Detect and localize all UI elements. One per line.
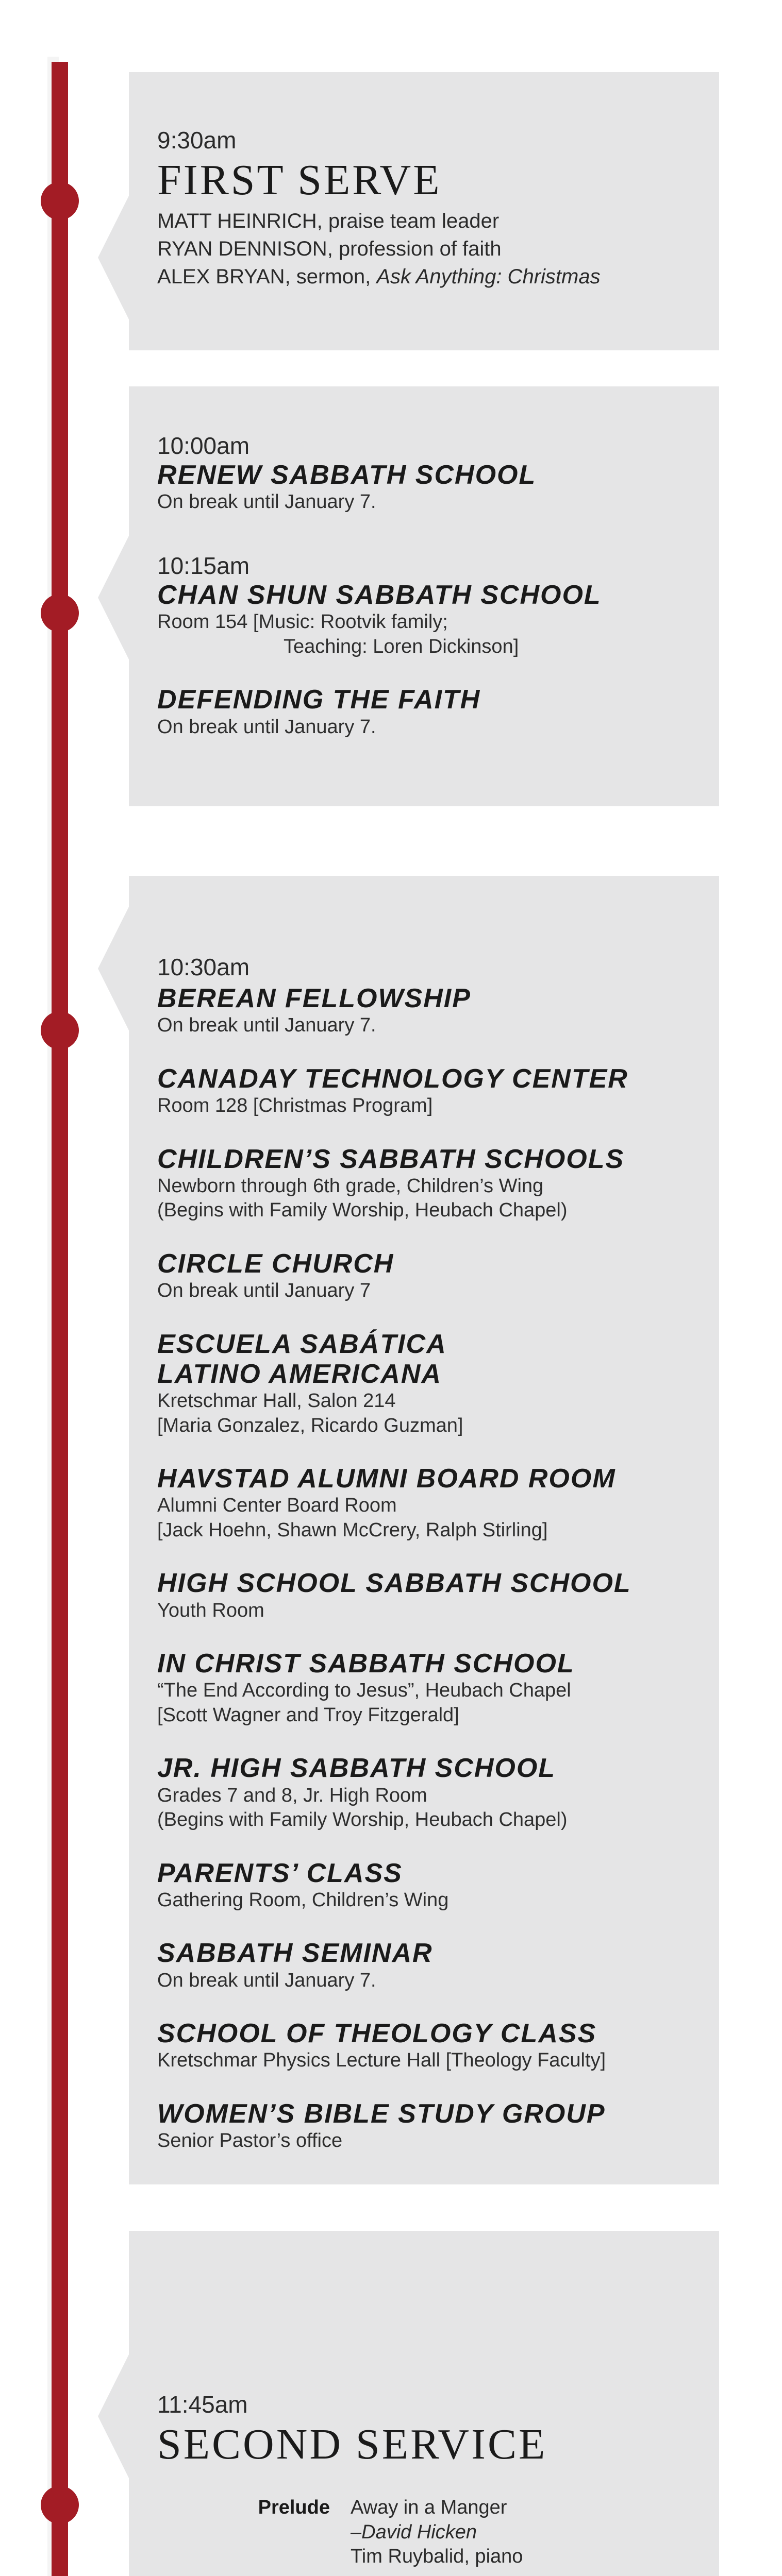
program-detail: Senior Pastor’s office <box>157 2129 343 2151</box>
program-title: RENEW SABBATH SCHOOL <box>157 460 537 490</box>
program-title: SABBATH SEMINAR <box>157 1938 433 1969</box>
program-detail: Kretschmar Physics Lecture Hall [Theology Faculty] <box>157 2049 606 2072</box>
first-serve-line: ALEX BRYAN, sermon, Ask Anything: Christmas <box>157 265 601 289</box>
service-detail-line: Tim Ruybalid, piano <box>351 2546 523 2568</box>
timeline-dot-first-serve <box>41 182 79 220</box>
timeline-dot-second-service <box>41 2486 79 2524</box>
program-title: HAVSTAD ALUMNI BOARD ROOM <box>157 1464 616 1494</box>
program-title: SCHOOL OF THEOLOGY CLASS <box>157 2019 597 2048</box>
timeline-line <box>52 62 68 2576</box>
program-item <box>157 1064 719 1118</box>
program-detail: Room 154 [Music: Rootvik family; <box>157 611 448 633</box>
program-detail: [Jack Hoehn, Shawn McCrery, Ralph Stirling] <box>157 1519 548 1541</box>
program-detail: Room 128 [Christmas Program] <box>157 1095 433 1117</box>
berean-program-list <box>157 984 719 2153</box>
program-detail: On break until January 7. <box>157 716 376 738</box>
program-title: CHILDREN’S SABBATH SCHOOLS <box>157 1144 625 1174</box>
program-detail: On break until January 7 <box>157 1280 371 1302</box>
program-title: ESCUELA SABÁTICA LATINO AMERICANA <box>157 1329 446 1389</box>
second-service-title: SECOND SERVICE <box>157 2420 547 2469</box>
order-of-service <box>129 2496 719 2576</box>
first-serve-panel <box>129 72 719 350</box>
program-item <box>157 1649 719 1727</box>
timeline-dot-sabbath-school <box>41 594 79 632</box>
program-item <box>157 1938 719 1993</box>
program-title: PARENTS’ CLASS <box>157 1858 403 1888</box>
program-detail: Gathering Room, Children’s Wing <box>157 1889 449 1911</box>
first-serve-lines <box>157 207 719 291</box>
program-detail: [Scott Wagner and Troy Fitzgerald] <box>157 1704 459 1726</box>
program-detail: Alumni Center Board Room <box>157 1495 397 1517</box>
program-time: 10:00am <box>157 432 250 459</box>
program-time: 10:15am <box>157 552 250 579</box>
program-detail: (Begins with Family Worship, Heubach Chapel) <box>157 1199 568 1222</box>
service-detail <box>351 2496 719 2569</box>
program-renew <box>157 432 719 515</box>
service-detail-line: Away in a Manger <box>351 2497 507 2519</box>
program-detail: On break until January 7. <box>157 1014 376 1037</box>
program-detail: Teaching: Loren Dickinson] <box>284 635 519 657</box>
program-item <box>157 1464 719 1543</box>
program-item <box>157 1249 719 1303</box>
first-serve-line: MATT HEINRICH, praise team leader <box>157 210 500 233</box>
program-title: WOMEN’S BIBLE STUDY GROUP <box>157 2098 606 2129</box>
program-detail: Grades 7 and 8, Jr. High Room <box>157 1784 427 1806</box>
program-title: CIRCLE CHURCH <box>157 1248 394 1279</box>
program-detail: Youth Room <box>157 1599 264 1621</box>
second-service-time: 11:45am <box>157 2391 248 2418</box>
berean-time: 10:30am <box>157 954 250 980</box>
sabbath-school-panel <box>129 386 719 806</box>
service-detail-line: –David Hicken <box>351 2521 477 2543</box>
program-detail: [Maria Gonzalez, Ricardo Guzman] <box>157 1414 463 1436</box>
program-title: CANADAY TECHNOLOGY CENTER <box>157 1063 628 1094</box>
program-item <box>157 1329 719 1438</box>
program-title: CHAN SHUN SABBATH SCHOOL <box>157 580 602 611</box>
program-detail: (Begins with Family Worship, Heubach Chapel) <box>157 1809 568 1831</box>
program-title: DEFENDING THE FAITH <box>157 685 481 715</box>
program-title: BEREAN FELLOWSHIP <box>157 984 471 1014</box>
program-detail: Kretschmar Hall, Salon 214 <box>157 1390 396 1412</box>
first-serve-time: 9:30am <box>157 127 237 154</box>
berean-panel <box>129 876 719 2184</box>
program-item <box>157 2099 719 2154</box>
program-item <box>157 1753 719 1832</box>
program-chan-shun <box>157 552 719 659</box>
program-detail: “The End According to Jesus”, Heubach Chapel <box>157 1680 571 1702</box>
second-service-panel <box>129 2231 719 2576</box>
service-label: Prelude <box>258 2497 330 2519</box>
program-item <box>157 1858 719 1913</box>
service-row <box>129 2496 719 2569</box>
program-item <box>157 1144 719 1223</box>
program-title: HIGH SCHOOL SABBATH SCHOOL <box>157 1568 631 1599</box>
timeline-dot-berean <box>41 1011 79 1049</box>
program-detail: On break until January 7. <box>157 491 376 513</box>
program-title: IN CHRIST SABBATH SCHOOL <box>157 1649 575 1679</box>
program-defending-faith <box>157 685 719 739</box>
first-serve-line: RYAN DENNISON, profession of faith <box>157 238 502 261</box>
program-detail: On break until January 7. <box>157 1969 376 1991</box>
program-detail: Newborn through 6th grade, Children’s Wing <box>157 1175 544 1197</box>
program-item <box>157 984 719 1038</box>
program-title: JR. HIGH SABBATH SCHOOL <box>157 1753 556 1784</box>
program-item <box>157 2019 719 2073</box>
program-item <box>157 1568 719 1623</box>
first-serve-title: FIRST SERVE <box>157 156 442 205</box>
